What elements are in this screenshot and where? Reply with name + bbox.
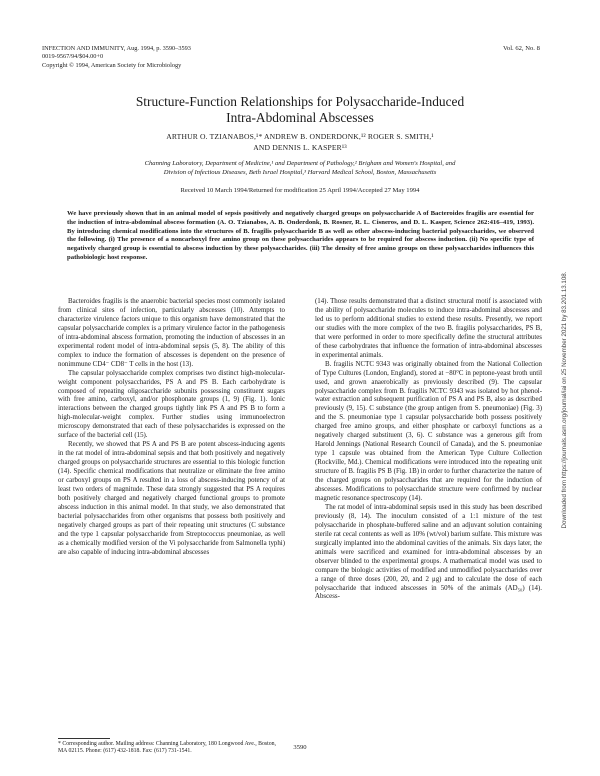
affiliation-line: Division of Infectious Diseases, Beth Israel Hospital,³ Harvard Medical School, Boston, Massachusetts xyxy=(163,168,437,176)
download-watermark: Downloaded from https://journals.asm.org/journal/iai on 25 November 2021 by 83.201.13.108. xyxy=(561,271,568,529)
body-paragraph: The capsular polysaccharide complex comprises two distinct high-molecular-weight component polysaccharides, PS A and PS B. Each carbohydrate is composed of repeating oligosaccharide subunits possessing constituent sugars with free amino, carboxyl, and/or phosphonate groups (1, 9) (Fig. 1). Ionic interactions between the charged groups tightly link PS A and PS B to form a high-molecular-weight complex. Further studies using immunoelectron microscopy demonstrated that each of these polysaccharides is expressed on the surface of the bacterial cell (15). xyxy=(58,369,285,440)
author-affiliations xyxy=(40,160,560,177)
body-paragraph: Recently, we showed that PS A and PS B are potent abscess-inducing agents in the rat model of intra-abdominal sepsis and that both positively and negatively charged groups on polysaccharide structures are essential to this biologic function (14). Specific chemical modifications that neutralize or eliminate the free amino or carboxyl groups on PS A resulted in a loss of abscess-inducing potency of at least two orders of magnitude. These data strongly suggested that PS A requires both positively charged and negatively charged functional groups to promote abscess induction in this animal model. In that study, we also demonstrated that bacterial polysaccharides from other organisms that possess both positively and negatively charged groups as part of their repeating unit structures (C substance and the type 1 capsular polysaccharide from Streptococcus pneumoniae, as well as a chemically modified version of the Vi polysaccharide from Salmonella typhi) are also capable of inducing intra-abdominal abscesses xyxy=(58,441,285,556)
journal-copyright: Copyright © 1994, American Society for Microbiology xyxy=(42,61,182,69)
affiliation-line: Channing Laboratory, Department of Medicine,¹ and Department of Pathology,² Brigham and Women's Hospital, and xyxy=(144,160,456,167)
authors-line: ARTHUR O. TZIANABOS,¹* ANDREW B. ONDERDONK,¹² ROGER S. SMITH,¹ xyxy=(166,132,434,141)
body-column-left xyxy=(58,298,285,558)
corresponding-author-footnote: * Corresponding author. Mailing address: Channing Laboratory, 180 Longwood Ave., Boston, MA 02115. Phone: (617) 432-1818. Fax: (617) 731-1541. xyxy=(58,741,276,755)
journal-issn: 0019-9567/94/$04.00+0 xyxy=(42,53,104,61)
authors-line: AND DENNIS L. KASPER¹³ xyxy=(253,142,347,152)
body-paragraph: Bacteroides fragilis is the anaerobic bacterial species most commonly isolated from clinical sites of infection, particularly abscesses (10). Attempts to characterize virulence factors unique to this organism have demonstrated that the capsular polysaccharide complex is a primary virulence factor in the pathogenesis of intra-abdominal abscess formation, promoting the induction of abscesses in an experimental rodent model of intra-abdominal sepsis (5, 8). The ability of this complex to induce the formation of abscesses is dependent on the presence of nonimmune CD4⁻ CD8⁻ T cells in the host (13). xyxy=(58,298,285,368)
title-line: Intra-Abdominal Abscesses xyxy=(226,110,374,125)
received-dates: Received 10 March 1994/Returned for modification 25 April 1994/Accepted 27 May 1994 xyxy=(180,187,420,194)
author-list xyxy=(0,132,600,153)
body-paragraph: The rat model of intra-abdominal sepsis used in this study has been described previously (8, 14). The inoculum consisted of a 1:1 mixture of the test polysaccharide in phosphate-buffered saline and an adjuvant solution containing sterile rat cecal contents as well as 10% (wt/vol) barium sulfate. This mixture was surgically implanted into the abdominal cavities of the animals. Six days later, the animals were sacrificed and examined for intra-abdominal abscesses by an observer blinded to the experimental groups. A mathematical model was used to compare the biologic activities of modified and unmodified polysaccharides over a range of three doses (200, 20, and 2 μg) and to calculate the dose of each polysaccharide that induced abscesses in 50% of the animals (AD₅₀) (14). Abscess- xyxy=(315,503,542,601)
body-paragraph: (14). Those results demonstrated that a distinct structural motif is associated with the ability of polysaccharide molecules to induce intra-abdominal abscesses and led us to perform additional studies to extend these results. Presently, we report our studies with the more complex of the two B. fragilis polysaccharides, PS B, that were performed in order to more specifically define the structural attributes of these carbohydrates that influence the formation of intra-abdominal abscesses in experimental animals. xyxy=(315,298,542,359)
body-column-right xyxy=(315,298,542,602)
page-number: 3590 xyxy=(293,744,307,751)
footnote-divider xyxy=(58,738,110,739)
abstract: We have previously shown that in an animal model of sepsis positively and negatively charged groups on polysaccharide A of Bacteroides fragilis are essential for the induction of intra-abdominal abscess formation (A. O. Tzianabos, A. B. Onderdonk, B. Rosner, R. L. Cisneros, and D. L. Kasper, Science 262:416–419, 1993). By introducing chemical modifications into the structures of B. fragilis polysaccharide B as well as other abscess-inducing bacterial polysaccharides, we observed the following. (i) The presence of a noncarboxyl free amino group on these polysaccharides appears to be required for abscess induction. (ii) No specific type of negatively charged group is essential to abscess induction by these polysaccharides. (iii) The density of free amino groups on these polysaccharides influences this pathobiologic host response. xyxy=(67,210,534,261)
body-paragraph: B. fragilis NCTC 9343 was originally obtained from the National Collection of Type Cultures (London, England), stored at −80°C in peptone-yeast broth until used, and grown anaerobically as previously described (9). The capsular polysaccharide complex from B. fragilis NCTC 9343 was isolated by hot phenol-water extraction and subsequent purification of PS A and PS B, also as described previously (9, 15). C substance (the group antigen from S. pneumoniae) (Fig. 3) and the S. pneumoniae type 1 capsular polysaccharide both possess positively charged free amino groups, and either phosphate or carboxyl functions as a negatively charged substituent (3, 6). C substance was a generous gift from Harold Jennings (National Research Council of Canada), and the S. pneumoniae type 1 capsule was obtained from the American Type Culture Collection (Rockville, Md.). Chemical modifications were introduced into the repeating unit structure of B. fragilis PS B (Fig. 1B) in order to further characterize the nature of the charged groups on polysaccharides that are required for the induction of abscesses. Modifications to polysaccharide structure were confirmed by nuclear magnetic resonance spectroscopy (14). xyxy=(315,360,542,502)
journal-citation: INFECTION AND IMMUNITY, Aug. 1994, p. 3590–3593 xyxy=(42,45,191,52)
journal-volume: Vol. 62, No. 8 xyxy=(503,45,540,52)
title-line: Structure-Function Relationships for Polysaccharide-Induced xyxy=(135,94,465,109)
article-title xyxy=(0,94,600,126)
journal-header xyxy=(42,45,191,70)
